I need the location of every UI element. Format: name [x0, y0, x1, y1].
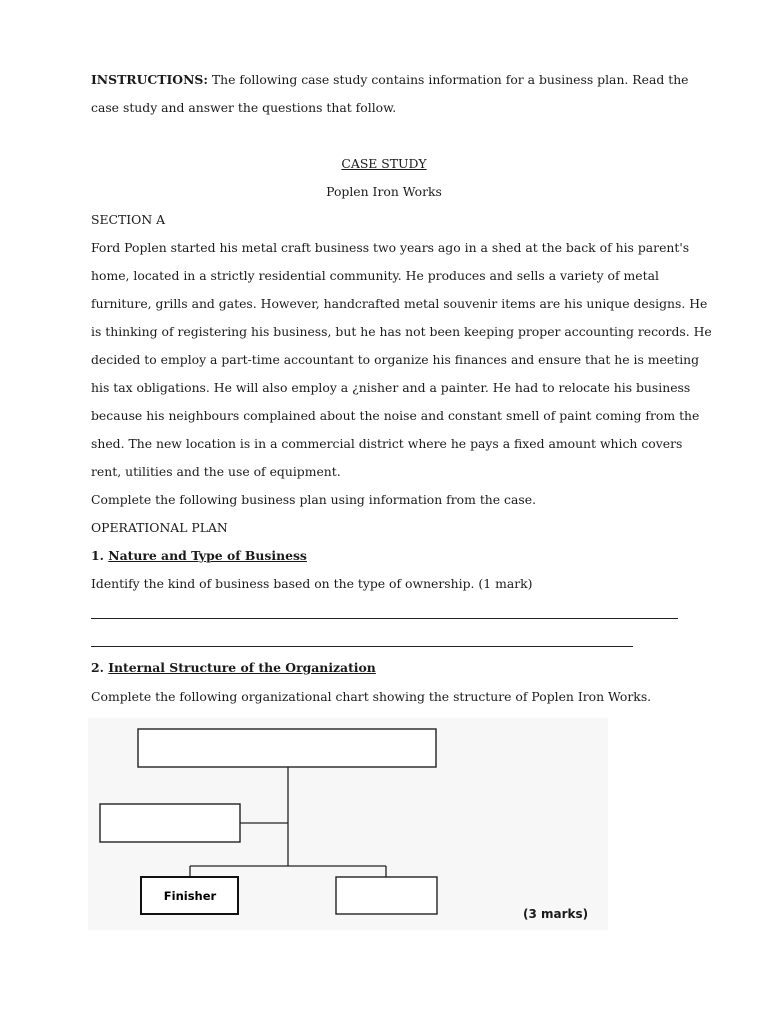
paragraph-line: his tax obligations. He will also employ a ¿nisher and a painter. He had to relocate his business	[91, 380, 691, 395]
instructions-text-line2: case study and answer the questions that follow.	[91, 100, 397, 115]
question-1-number: 1.	[91, 548, 109, 563]
question-2-prompt: Complete the following organizational chart showing the structure of Poplen Iron Works.	[91, 689, 652, 704]
paragraph-line: decided to employ a part-time accountant to organize his finances and ensure that he is meeting	[91, 352, 700, 367]
complete-prompt: Complete the following business plan using information from the case.	[91, 492, 537, 507]
instructions	[91, 72, 689, 88]
question-2-number: 2.	[91, 660, 109, 675]
answer-line[interactable]	[91, 646, 633, 647]
instructions-label: INSTRUCTIONS:	[91, 72, 208, 87]
question-1-title: Nature and Type of Business	[108, 548, 307, 563]
operational-plan-title: OPERATIONAL PLAN	[91, 520, 228, 535]
org-box-top[interactable]	[138, 729, 436, 767]
paragraph-line: Ford Poplen started his metal craft business two years ago in a shed at the back of his parent's	[91, 240, 690, 255]
case-study-heading: CASE STUDY	[341, 156, 427, 171]
org-chart	[88, 718, 608, 930]
paragraph-line: shed. The new location is in a commercial district where he pays a fixed amount which covers	[91, 436, 683, 451]
case-study-subtitle: Poplen Iron Works	[326, 184, 442, 199]
paragraph-line: furniture, grills and gates. However, handcrafted metal souvenir items are his unique designs. He	[91, 296, 708, 311]
section-heading: SECTION A	[91, 212, 166, 227]
question-2-title: Internal Structure of the Organization	[108, 660, 376, 675]
paragraph-line: because his neighbours complained about the noise and constant smell of paint coming from the	[91, 408, 700, 423]
paragraph-line: is thinking of registering his business, but he has not been keeping proper accounting records. He	[91, 324, 712, 339]
instructions-text-line1: The following case study contains information for a business plan. Read the	[207, 72, 689, 87]
marks-label: (3 marks)	[523, 907, 589, 921]
question-1-prompt: Identify the kind of business based on the type of ownership. (1 mark)	[91, 576, 533, 591]
paragraph-line: home, located in a strictly residential community. He produces and sells a variety of metal	[91, 268, 659, 283]
org-box-bottom-right[interactable]	[336, 877, 437, 914]
question-1-heading	[91, 548, 307, 564]
paragraph-line: rent, utilities and the use of equipment.	[91, 464, 341, 479]
answer-line[interactable]	[91, 618, 678, 619]
org-box-middle[interactable]	[100, 804, 240, 842]
org-box-finisher-label: Finisher	[163, 889, 217, 903]
question-2-heading	[91, 660, 376, 676]
